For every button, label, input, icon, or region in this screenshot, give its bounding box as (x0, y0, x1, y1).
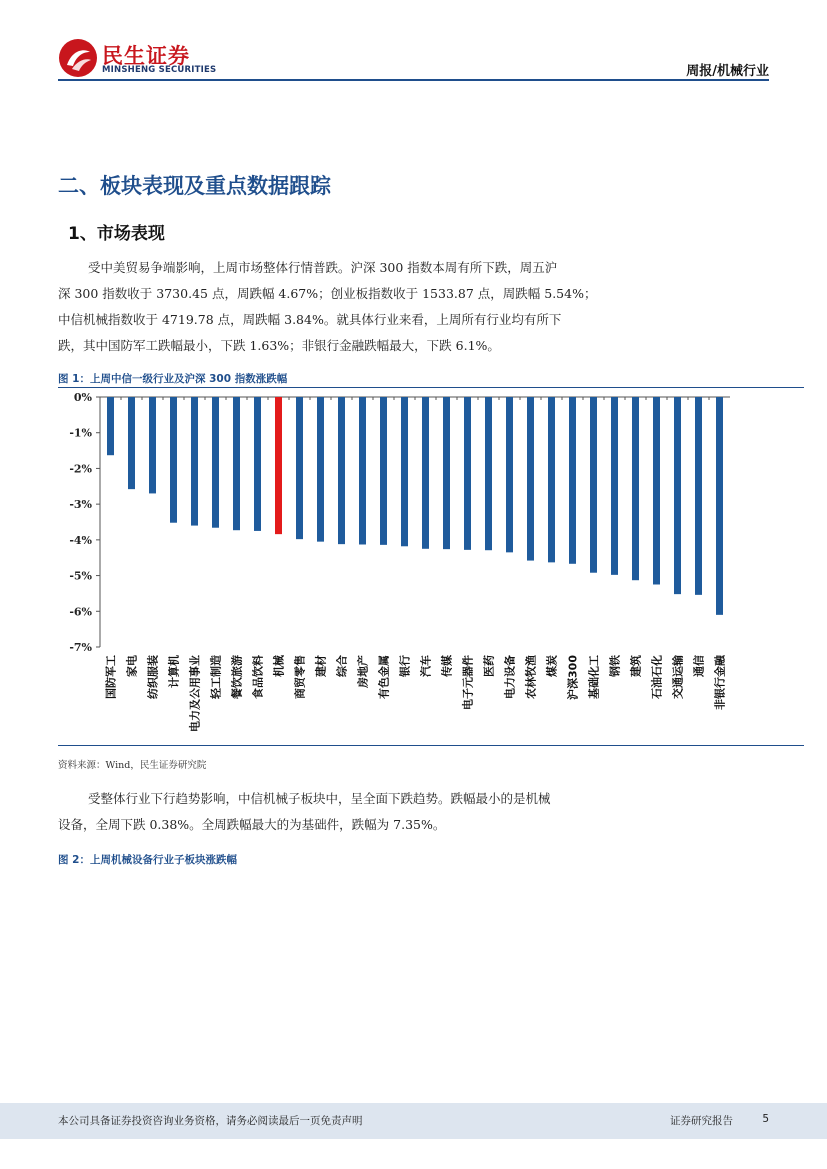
bar-食品饮料 (254, 397, 261, 531)
x-tick-label: 餐饮旅游 (230, 655, 244, 699)
bar-钢铁 (611, 397, 618, 575)
x-tick-label: 电力及公用事业 (188, 655, 202, 732)
y-tick-label: -3% (69, 498, 92, 512)
bar-汽车 (422, 397, 429, 549)
brand-name-en: MINSHENG SECURITIES (102, 65, 217, 75)
page-number: 5 (762, 1113, 769, 1125)
x-tick-label: 轻工制造 (209, 655, 223, 699)
bar-综合 (338, 397, 345, 544)
brand-logo (58, 38, 228, 80)
bar-国防军工 (107, 397, 114, 455)
y-tick-label: -2% (69, 462, 92, 476)
minsheng-logo-icon (58, 38, 98, 78)
bar-家电 (128, 397, 135, 489)
paragraph-line: 受中美贸易争端影响，上周市场整体行情普跌。沪深 300 指数本周有所下跌，周五沪 (88, 260, 558, 275)
x-tick-label: 银行 (398, 655, 412, 677)
brand-name-cn: 民生证券 (102, 44, 190, 68)
y-tick-label: 0% (73, 391, 92, 404)
x-tick-label: 农林牧渔 (524, 655, 538, 699)
y-tick-label: -5% (69, 569, 92, 583)
x-tick-label: 纺织服装 (146, 655, 160, 699)
x-tick-label: 交通运输 (671, 655, 685, 699)
bar-基础化工 (590, 397, 597, 573)
x-tick-label: 电力设备 (503, 655, 517, 699)
header-divider (58, 79, 769, 81)
x-tick-label: 综合 (335, 655, 349, 677)
x-tick-label: 机械 (272, 655, 286, 677)
y-tick-label: -4% (69, 533, 92, 547)
bar-传媒 (443, 397, 450, 549)
x-tick-label: 传媒 (440, 655, 454, 677)
x-tick-label: 食品饮料 (251, 655, 265, 699)
bar-电力及公用事业 (191, 397, 198, 526)
x-tick-label: 钢铁 (608, 655, 622, 677)
footer-disclaimer: 本公司具备证券投资咨询业务资格，请务必阅读最后一页免责声明 (58, 1115, 363, 1127)
bar-房地产 (359, 397, 366, 545)
bar-建材 (317, 397, 324, 542)
subsection-title: 1、市场表现 (68, 224, 165, 244)
bar-银行 (401, 397, 408, 546)
paragraph-line: 受整体行业下行趋势影响，中信机械子板块中，呈全面下跌趋势。跌幅最小的是机械 (88, 791, 551, 806)
paragraph-line: 跌，其中国防军工跌幅最小，下跌 1.63%；非银行金融跌幅最大，下跌 6.1%。 (58, 338, 500, 353)
figure2-caption: 图 2：上周机械设备行业子板块涨跌幅 (58, 854, 237, 866)
bar-通信 (695, 397, 702, 595)
report-type: 周报/机械行业 (686, 64, 769, 79)
x-tick-label: 通信 (692, 655, 706, 677)
x-tick-label: 房地产 (356, 655, 370, 688)
x-tick-label: 电子元器件 (461, 655, 475, 710)
bar-沪深300 (569, 397, 576, 564)
figure1-caption: 图 1：上周中信一级行业及沪深 300 指数涨跌幅 (58, 373, 288, 385)
paragraph-line: 中信机械指数收于 4719.78 点，周跌幅 3.84%。就具体行业来看，上周所有行业均有所下 (58, 312, 562, 327)
bar-商贸零售 (296, 397, 303, 539)
bar-农林牧渔 (527, 397, 534, 561)
footer-doc-type: 证券研究报告 (670, 1115, 733, 1127)
x-tick-label: 石油石化 (650, 655, 664, 699)
x-tick-label: 非银行金融 (713, 655, 727, 710)
x-tick-label: 煤炭 (545, 655, 559, 677)
bar-建筑 (632, 397, 639, 580)
figure1-source: 资料来源：Wind，民生证券研究院 (58, 760, 207, 771)
bar-非银行金融 (716, 397, 723, 615)
x-tick-label: 医药 (482, 655, 496, 677)
bar-交通运输 (674, 397, 681, 594)
y-tick-label: -1% (69, 426, 92, 440)
x-tick-label: 汽车 (419, 655, 433, 677)
x-tick-label: 计算机 (167, 655, 181, 688)
x-tick-label: 建材 (314, 655, 328, 677)
bar-有色金属 (380, 397, 387, 545)
x-tick-label: 建筑 (629, 655, 643, 677)
bar-轻工制造 (212, 397, 219, 528)
bar-机械 (275, 397, 282, 534)
bar-纺织服装 (149, 397, 156, 493)
bar-医药 (485, 397, 492, 550)
bar-煤炭 (548, 397, 555, 562)
paragraph-line: 设备，全周下跌 0.38%。全周跌幅最大的为基础件，跌幅为 7.35%。 (58, 817, 446, 832)
section-title: 二、板块表现及重点数据跟踪 (58, 174, 331, 198)
figure1-bottom-rule (58, 745, 804, 746)
bar-石油石化 (653, 397, 660, 585)
market-paragraph (58, 255, 773, 359)
y-tick-label: -7% (69, 641, 92, 654)
x-tick-label: 国防军工 (104, 655, 118, 699)
x-tick-label: 沪深300 (566, 655, 580, 700)
bar-电力设备 (506, 397, 513, 552)
x-tick-label: 基础化工 (587, 655, 601, 699)
x-tick-label: 商贸零售 (293, 655, 307, 699)
page-footer (0, 1103, 827, 1139)
y-tick-label: -6% (69, 605, 92, 619)
bar-餐饮旅游 (233, 397, 240, 530)
x-tick-label: 有色金属 (377, 655, 391, 699)
bar-计算机 (170, 397, 177, 523)
paragraph-line: 深 300 指数收于 3730.45 点，周跌幅 4.67%；创业板指数收于 1533.87 点，周跌幅 5.54%； (58, 286, 597, 301)
bar-电子元器件 (464, 397, 471, 550)
industry-returns-chart (58, 388, 748, 743)
x-tick-label: 家电 (125, 655, 139, 677)
machinery-paragraph (58, 786, 773, 838)
